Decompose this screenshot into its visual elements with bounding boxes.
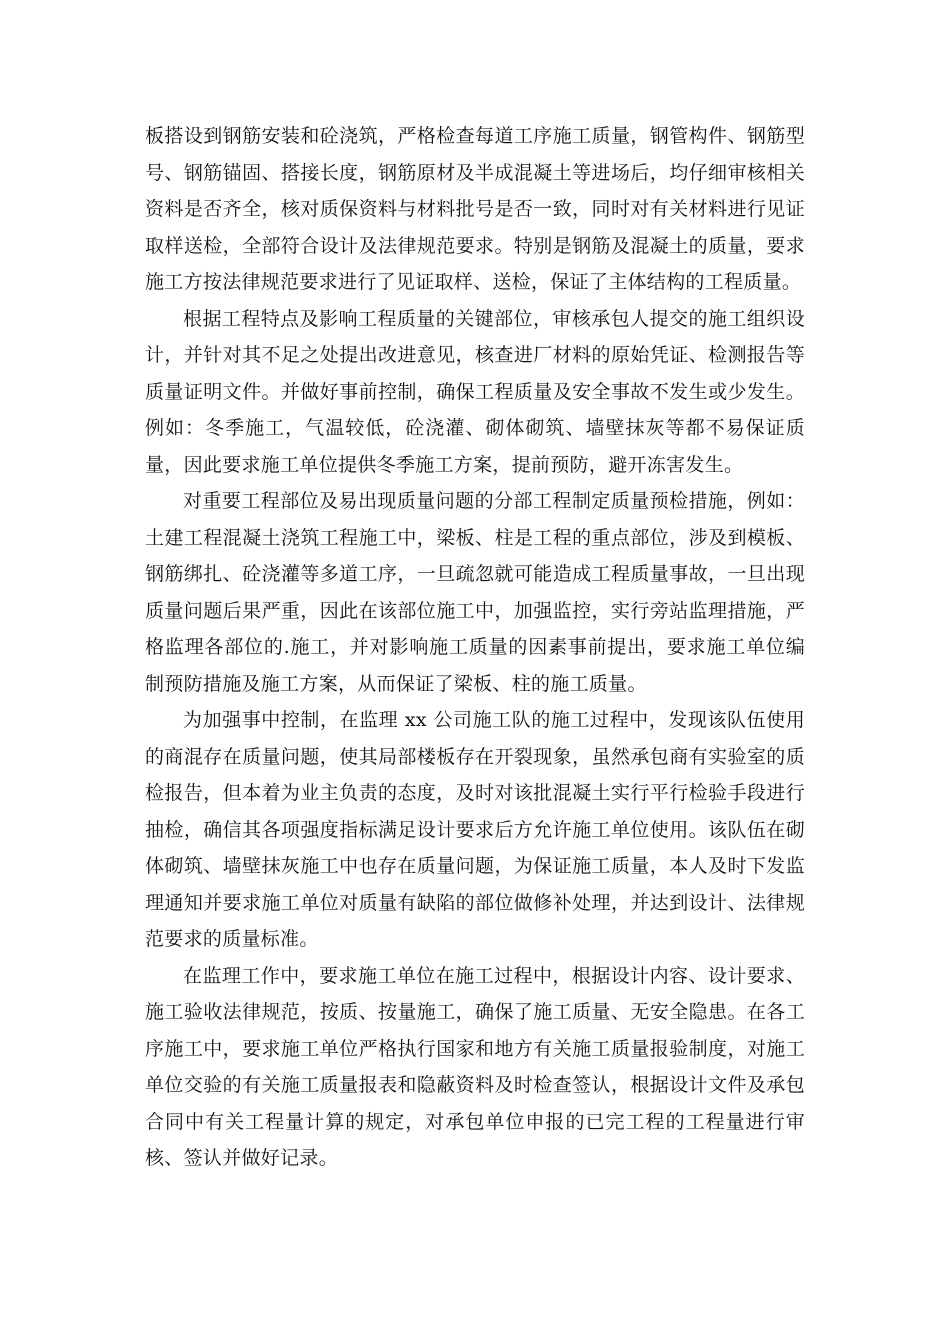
paragraph: 根据工程特点及影响工程质量的关键部位，审核承包人提交的施工组织设计，并针对其不足之处提出改进意见，核查进厂材料的原始凭证、检测报告等质量证明文件。并做好事前控制，确保工程质量及安全事故不发生或少发生。例如：冬季施工，气温较低，砼浇灌、砌体砌筑、墙壁抹灰等都不易保证质量，因此要求施工单位提供冬季施工方案，提前预防，避开冻害发生。 xyxy=(145,307,805,476)
document-body xyxy=(145,118,805,1177)
paragraph: 对重要工程部位及易出现质量问题的分部工程制定质量预检措施，例如：土建工程混凝土浇筑工程施工中，梁板、柱是工程的重点部位，涉及到模板、钢筋绑扎、砼浇灌等多道工序，一旦疏忽就可能造成工程质量事故，一旦出现质量问题后果严重，因此在该部位施工中，加强监控，实行旁站监理措施，严格监理各部位的.施工，并对影响施工质量的因素事前提出，要求施工单位编制预防措施及施工方案，从而保证了梁板、柱的施工质量。 xyxy=(145,490,805,695)
paragraph: 在监理工作中，要求施工单位在施工过程中，根据设计内容、设计要求、施工验收法律规范，按质、按量施工，确保了施工质量、无安全隐患。在各工序施工中，要求施工单位严格执行国家和地方有关施工质量报验制度，对施工单位交验的有关施工质量报表和隐蔽资料及时检查签认，根据设计文件及承包合同中有关工程量计算的规定，对承包单位申报的已完工程的工程量进行审核、签认并做好记录。 xyxy=(145,964,805,1169)
paragraph-continued: 板搭设到钢筋安装和砼浇筑，严格检查每道工序施工质量，钢管构件、钢筋型号、钢筋锚固、搭接长度，钢筋原材及半成混凝土等进场后，均仔细审核相关资料是否齐全，核对质保资料与材料批号是否一致，同时对有关材料进行见证取样送检，全部符合设计及法律规范要求。特别是钢筋及混凝土的质量，要求施工方按法律规范要求进行了见证取样、送检，保证了主体结构的工程质量。 xyxy=(145,125,805,293)
paragraph: 为加强事中控制，在监理 xx 公司施工队的施工过程中，发现该队伍使用的商混存在质量问题，使其局部楼板存在开裂现象，虽然承包商有实验室的质检报告，但本着为业主负责的态度，及时对该批混凝土实行平行检验手段进行抽检，确信其各项强度指标满足设计要求后方允许施工单位使用。该队伍在砌体砌筑、墙壁抹灰施工中也存在质量问题，为保证施工质量，本人及时下发监理通知并要求施工单位对质量有缺陷的部位做修补处理，并达到设计、法律规范要求的质量标准。 xyxy=(145,709,805,950)
